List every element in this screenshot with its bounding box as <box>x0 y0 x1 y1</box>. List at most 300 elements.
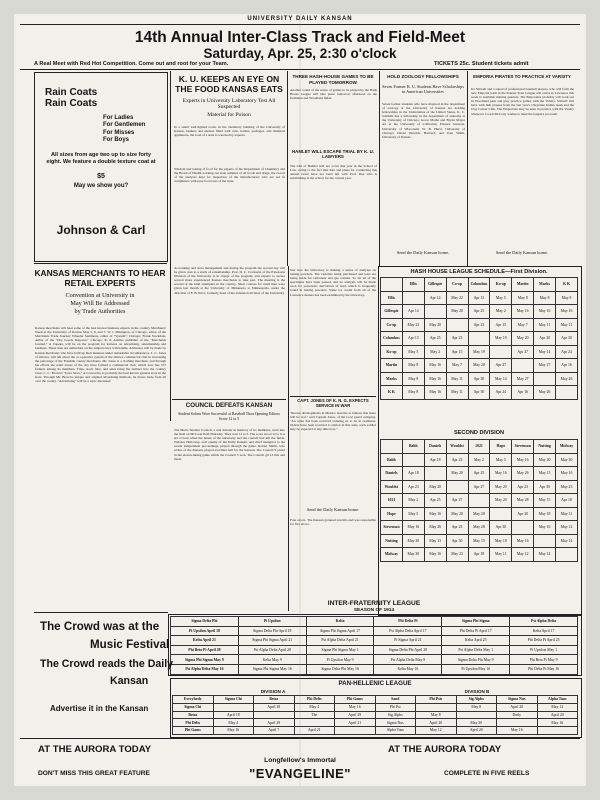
second-division-cell: May 20 <box>534 453 556 467</box>
hash-schedule-header-cell: Co-op <box>446 278 468 292</box>
ku-eats-continued: Accounting and store management and during the program the second day will be given over to a study of salesmanship. Prof. D. C. Croissant, of the Extension Division of the University is in charge of the program, and experts to secure several more experienced Kansas merchants to take part. The meeting is the second of the kind attempted in the country. Short courses for retail men were given last month at the University of Minnesota at Minneapolis, under the direction of E. B. Price, formerly head of the extension division of the University. <box>174 266 285 295</box>
second-division-cell: Apr 18 <box>556 494 578 508</box>
inter-fraternity-cell: Psi Alpha Delta May 9 <box>374 655 442 665</box>
pan-hellenic-cell <box>213 703 254 711</box>
inter-fraternity-header-row <box>171 617 578 627</box>
pan-hellenic-row <box>173 727 578 735</box>
second-division-cell: May 2 <box>468 453 490 467</box>
second-division-cell <box>402 453 424 467</box>
hash-schedule-cell: Apr 30 <box>468 386 490 400</box>
second-division-cell: May 23 <box>556 480 578 494</box>
hash-schedule-row <box>381 372 578 386</box>
footer-right-bottom: COMPLETE IN FIVE REELS <box>444 770 530 777</box>
second-division-header-cell: Midway <box>556 440 578 454</box>
pan-hellenic-cell: April 20 <box>497 703 538 711</box>
pan-hellenic-header-cell: Sig Alphs <box>456 696 497 704</box>
second-division-cell: Apr 30 <box>446 534 468 548</box>
second-division-cell: May 23 <box>446 548 468 562</box>
hash-schedule-cell: May 19 <box>490 332 512 346</box>
hash-schedule-cell: May 16 <box>424 386 446 400</box>
inter-fraternity-row <box>171 655 578 665</box>
pan-hellenic-header-cell: Everybody <box>173 696 214 704</box>
pan-hellenic-cell: April 21 <box>335 719 376 727</box>
music-line-2: Music Festival <box>90 638 170 651</box>
second-division-cell: Apr 18 <box>468 548 490 562</box>
hash-schedule-cell <box>446 318 468 332</box>
raincoats-for-4: For Boys <box>103 137 130 144</box>
hash-schedule-header-cell: Ellis <box>402 278 424 292</box>
fellowships-body: Seven former students who have majored in the department of zoology at the University of Kansas are holding fellowships in the Universities of the United States. K. C. Schmidt has a fellowship in the department of anatomy at the University of Chicago; Grace Mathe and Bryan Mayer are at the University of California; Eleanor Gleason, University of Wisconsin; W. B. Hurst, University of Chicago; David Wenrich, Harvard; and Ivan Smith, University of Kansas. <box>382 102 465 139</box>
second-division-cell: May 15 <box>468 534 490 548</box>
column-rule-1 <box>170 71 171 421</box>
second-division-row <box>381 521 578 535</box>
second-division-header-cell: 1021 <box>468 440 490 454</box>
second-division-cell: May 30 <box>402 548 424 562</box>
hash-schedule-cell: Apr 15 <box>446 345 468 359</box>
pan-hellenic-cell <box>497 719 538 727</box>
hash-schedule-cell: Apr 25 <box>424 332 446 346</box>
capt-jones-headline: CAPT. JONES OF K. N. G. EXPECTS SERVICE IN WAR <box>297 398 369 409</box>
second-division-cell: May 28 <box>468 521 490 535</box>
hash-schedule-cell: May 27 <box>512 372 534 386</box>
inter-fraternity-cell: Pi Upsilon May 1 <box>510 645 578 655</box>
hash-schedule-cell: May 2 <box>424 345 446 359</box>
raincoats-tagline: May we show you? <box>73 183 129 189</box>
second-division-cell: May 2 <box>402 494 424 508</box>
hash-schedule-row <box>381 359 578 373</box>
inter-fraternity-cell: Phi Beta Pi April 28 <box>171 645 239 655</box>
second-division-cell: Apr 27 <box>446 494 468 508</box>
inter-fraternity-header-cell: Pi Upsilon <box>238 617 306 627</box>
fellowships-footer: Send the Daily Kansan home. <box>396 250 450 255</box>
second-division-cell: May 20 <box>490 480 512 494</box>
inter-fraternity-cell: Sigma Phi Sigma April 17 <box>306 626 374 636</box>
fellowships-sub: Seven Former K. U. Students Have Scholarships in American Universities <box>382 84 464 94</box>
raincoats-for-list <box>103 115 145 145</box>
hash-schedule-cell: May 26 <box>534 386 556 400</box>
inter-fraternity-title: INTER-FRATERNITY LEAGUE <box>327 600 421 607</box>
hash-schedule-cell: May 22 <box>446 291 468 305</box>
merchants-body: Kansas merchants will hear some of the best known business experts in the country Merchants' Week at the University of Kansas May 5, 6, and 7. W. J. Pilkington, of Chicago, editor of the Merchants Trade Journal; Wheeler Sammons, editor of "System"; Chicago; Frank Stockdale, author of the "Dry Goods Reporter," Chicago; R. P. Adams, publisher of the "Merchants Journal," at Topeka, will be on the program for lectures on advertising, salesmanship and business. These men are authorities on the subjects they will handle. Addresses will be made by Kansas merchants who have built up their business under remarkable circumstances. L. C. Jones of Ottawa, will tell about the co-operative system of the Ottawa commercial club in increasing the patronage of the Franklin county merchants. Mr. Jones is a clothing merchant, and through his efforts the retail stores of the city have formed a commercial club, which now has 377 farmers among its members. Trips, stock fairs, and sales bring the farmers into the country town. C. C. Brown's "Iowa Store," at Concordia, is probably the best known general store in the state. Through Mr. Brown's unique and original advertising methods, he draws trade from all over the county. "Advertising" will be a topic discussed. <box>35 326 166 384</box>
second-division-cell: May 30 <box>556 453 578 467</box>
second-division-header-cell: Daniels <box>424 440 446 454</box>
hash-schedule-cell: May 16 <box>512 305 534 319</box>
headline-main: 14th Annual Inter-Class Track and Field-Meet <box>134 29 466 46</box>
inter-fraternity-season: SEASON OF 1914 <box>353 608 395 613</box>
second-division-cell: May 13 <box>534 467 556 481</box>
pan-hellenic-row <box>173 711 578 719</box>
second-division-cell: Apr 23 <box>512 480 534 494</box>
hash-schedule-header-cell: K K <box>556 278 578 292</box>
inter-fraternity-cell: Psi Alpha Delta May 1 <box>442 645 510 655</box>
column-rule-2 <box>287 71 288 266</box>
pan-hellenic-header-cell: Betas <box>254 696 295 704</box>
council-sub: Student Solons Wore Successful at Baseball Thou Opening Editors Score 12 to 5 <box>178 412 280 421</box>
inter-fraternity-cell: Kelta May 9 <box>238 655 306 665</box>
newspaper-page <box>14 14 586 786</box>
headline-date: Saturday, Apr. 25, 2:30 o'clock <box>203 46 397 61</box>
second-division-cell: May 16 <box>424 507 446 521</box>
second-division-header-cell: Babb <box>402 440 424 454</box>
pan-hellenic-cell: May 8 <box>416 711 457 719</box>
second-division-header-row <box>381 440 578 454</box>
capt-jones-footer: Send the Daily Kansan home. <box>306 507 360 512</box>
pan-hellenic-cell: April 20 <box>537 711 578 719</box>
inter-fraternity-row <box>171 626 578 636</box>
hash-schedule-cell: Apr 27 <box>490 359 512 373</box>
pan-hellenic-row <box>173 719 578 727</box>
second-division-cell: May 16 <box>402 521 424 535</box>
hash-schedule-row <box>381 291 578 305</box>
hash-games-body: Another round of the series of games to be played by the Hash House League will take place tomorrow afternoon on the freshman and Woodland fields. <box>290 88 377 101</box>
raincoats-line-2: Rain Coats <box>45 98 98 109</box>
inter-fraternity-cell: Phi Beta Pi May 9 <box>510 655 578 665</box>
capt-jones-tail: Four errors. The Kansan garnered ten hits and was responsible for five errors. <box>290 518 376 527</box>
raincoats-price-text: All sizes from age two up to size forty eight. We feature a double texture coat at <box>46 152 156 165</box>
inter-fraternity-cell: Sigma Phi Sigma May 9 <box>171 655 239 665</box>
pan-hellenic-header-cell: Alpha Taus <box>537 696 578 704</box>
hash-schedule-cell <box>534 372 556 386</box>
hash-schedule-cell: Apr 14 <box>424 291 446 305</box>
hash-schedule-cell: Marks <box>381 372 403 386</box>
pan-hellenic-cell: April 29 <box>335 711 376 719</box>
pan-hellenic-cell: April 20 <box>416 719 457 727</box>
hash-schedule-cell: Apr 23 <box>468 318 490 332</box>
hash-schedule-cell: May 11 <box>556 318 578 332</box>
hash-schedule-cell: May 20 <box>512 332 534 346</box>
hash-schedule-cell: May 19 <box>468 345 490 359</box>
footer-center-title: "EVANGELINE" <box>249 766 351 781</box>
fellowships-headline: HOLD ZOOLOGY FELLOWSHIPS <box>387 74 459 79</box>
masthead-rule <box>20 24 580 25</box>
hash-schedule-row <box>381 345 578 359</box>
pan-hellenic-cell: The <box>294 711 335 719</box>
hash-schedule-cell <box>556 386 578 400</box>
inter-fraternity-cell: Kelta April 21 <box>171 636 239 646</box>
second-division-row <box>381 548 578 562</box>
hamlet-body: The trial of Hamlet will not occur this year in the School of Law, owing to the fact that date and plans for conducting this annual event have not been left with Prof. Rue who is substituting in the school for the current year. <box>290 164 377 181</box>
second-division-row <box>381 507 578 521</box>
hash-schedule-cell: May 11 <box>534 318 556 332</box>
merchants-rule <box>34 263 167 264</box>
inter-fraternity-cell: Psi Alpha Delta April 21 <box>306 636 374 646</box>
second-division-cell: May 5 <box>490 453 512 467</box>
second-division-cell <box>424 467 446 481</box>
footer-right-top: AT THE AURORA TODAY <box>388 744 502 755</box>
pan-hellenic-cell: April 21 <box>294 727 335 735</box>
column-rule-4 <box>467 71 468 266</box>
pan-hellenic-cell: April 7 <box>254 727 295 735</box>
emporia-body: Ira Stilwell and a squad of professional baseball players, who will form the new Emporia team in the Kansas State League will arrive in Lawrence this week to establish training quarters. The Emporians probably will work out in Woodland park and play practice games with the Varsity. Stilwell will have with him players from the last year's Cheyenne Indian team and the Clay Center Club. The Emporians may be seen in practice with the Varsity whenever Coach McCarty wishes to meet the league's pro team. <box>471 87 574 116</box>
inter-fraternity-cell: Psi Alpha Delta April 17 <box>374 626 442 636</box>
pan-hellenic-cell: May 16 <box>213 727 254 735</box>
inter-fraternity-cell: Psi Alpha Delta May 16 <box>171 664 239 674</box>
second-division-cell: May 16 <box>534 521 556 535</box>
merchants-sub-1: Convention at University in <box>65 292 135 299</box>
second-division-cell: May 14 <box>534 548 556 562</box>
pan-hellenic-cell: May 4 <box>294 703 335 711</box>
pan-hellenic-header-row <box>173 696 578 704</box>
second-division-cell: May 18 <box>534 507 556 521</box>
hash-schedule-cell <box>402 291 424 305</box>
second-division-cell: May 5 <box>402 507 424 521</box>
second-division-cell: May 16 <box>512 534 534 548</box>
capt-jones-body: "Recent developments in Mexico lead me to believe that there will be war," said Captain Jones, of the local guard company. "An order has been received ordering us to be in readiness. Orders have been received to station in this state, each soldier may be expected at any time now." <box>290 411 376 432</box>
second-division-cell: May 20 <box>402 534 424 548</box>
second-division-cell: May 16 <box>424 548 446 562</box>
inter-fraternity-cell: Sigma Delta Phi April 28 <box>374 645 442 655</box>
pan-hellenic-header-cell: Sand <box>375 696 416 704</box>
raincoats-for-2: For Gentlemen <box>103 122 146 129</box>
hash-schedule-header-cell: Gillespie <box>424 278 446 292</box>
hash-schedule-cell: May 16 <box>424 372 446 386</box>
raincoats-for-1: For Ladies <box>103 115 134 121</box>
second-division-cell: 1021 <box>381 494 403 508</box>
second-division-cell: Nutting <box>381 534 403 548</box>
pan-hellenic-cell <box>416 703 457 711</box>
hash-schedule-cell: Apr 16 <box>556 359 578 373</box>
hash-schedule-cell: May 11 <box>446 372 468 386</box>
pan-hellenic-cell: May 16 <box>497 727 538 735</box>
second-division-cell: Apr 23 <box>446 453 468 467</box>
second-division-row <box>381 534 578 548</box>
second-division-cell: May 16 <box>512 453 534 467</box>
pan-hellenic-header-cell: Phi Delts <box>294 696 335 704</box>
pan-hellenic-cell: April 20 <box>456 727 497 735</box>
hash-schedule-row <box>381 305 578 319</box>
second-division-header-cell: Wouldst <box>446 440 468 454</box>
hash-schedule-header-cell: Columbus <box>468 278 490 292</box>
second-division-cell: Daniels <box>381 467 403 481</box>
merchants-headline: KANSAS MERCHANTS TO HEAR RETAIL EXPERTS <box>34 268 166 288</box>
hash-schedule-cell: Apr 14 <box>402 305 424 319</box>
hash-schedule-cell <box>512 359 534 373</box>
hash-schedule-cell: Apr 25 <box>468 305 490 319</box>
second-division-row <box>381 453 578 467</box>
inter-fraternity-cell: Phi Delta Pi April 25 <box>510 636 578 646</box>
hash-schedule-cell: Martin <box>381 359 403 373</box>
pan-hellenic-cell: April 18 <box>254 703 295 711</box>
second-division-cell <box>556 548 578 562</box>
headline-rule <box>20 69 580 70</box>
hash-schedule-row <box>381 386 578 400</box>
hash-schedule-header-row <box>381 278 578 292</box>
second-division-cell: May 20 <box>446 507 468 521</box>
pan-hellenic-cell: May 30 <box>456 719 497 727</box>
second-division-cell: Apr 27 <box>468 480 490 494</box>
pan-hellenic-cell: May 4 <box>213 719 254 727</box>
inter-fraternity-header-cell: Kelta <box>306 617 374 627</box>
emporia-headline: EMPORIA PIRATES TO PRACTICE AT VARSITY <box>473 74 571 79</box>
inter-fraternity-cell: Sigma Phi Sigma April 21 <box>238 636 306 646</box>
second-division-cell: Apr 18 <box>402 467 424 481</box>
hash-schedule-cell: May 16 <box>556 305 578 319</box>
second-division-cell <box>468 494 490 508</box>
hash-schedule-cell <box>468 332 490 346</box>
second-division-cell: May 26 <box>424 521 446 535</box>
second-division-cell: Midway <box>381 548 403 562</box>
hash-schedule-cell: May 20 <box>424 318 446 332</box>
pan-hellenic-cell: May 12 <box>537 703 578 711</box>
pan-hellenic-cell: May 16 <box>335 703 376 711</box>
ku-eats-body: In a small well-lighted room, in the chemistry building of the University of Kansas, beakers and shelves filled with cans, bottles, packages, and chemical appliances, the food of a state is watched by experts. <box>174 125 285 138</box>
pan-hellenic-cell <box>537 727 578 735</box>
emporia-footer: Send the Daily Kansan home. <box>495 250 549 255</box>
hash-schedule-cell: May 8 <box>534 291 556 305</box>
pan-hellenic-cell: May 12 <box>416 727 457 735</box>
pan-hellenic-cell: Daily <box>497 711 538 719</box>
pan-hellenic-header-cell: Sigma Chi <box>213 696 254 704</box>
second-division-cell: May 20 <box>490 494 512 508</box>
hash-schedule-cell: May 5 <box>490 291 512 305</box>
footer-left-top: AT THE AURORA TODAY <box>38 744 152 755</box>
hash-schedule-cell: May 14 <box>534 345 556 359</box>
pan-hellenic-cell: April 18 <box>213 711 254 719</box>
inter-fraternity-cell: Sigma Phi Sigma May 1 <box>306 645 374 655</box>
ku-eats-headline: K. U. KEEPS AN EYE ON THE FOOD KANSAS EATS <box>175 74 283 94</box>
hash-schedule-cell: Ellis <box>381 291 403 305</box>
second-division-cell: May 26 <box>512 467 534 481</box>
hash-schedule-cell: Gillespie <box>381 305 403 319</box>
pan-hellenic-cell: Phi Psi <box>375 703 416 711</box>
pan-hellenic-cell: May 8 <box>456 703 497 711</box>
hash-schedule-cell: May 22 <box>402 318 424 332</box>
hash-schedule-cell <box>490 345 512 359</box>
merchants-sub-2: May Will Be Addressed <box>70 300 130 307</box>
second-division-cell: May 12 <box>512 548 534 562</box>
ad-raincoats <box>34 72 168 262</box>
inter-fraternity-row <box>171 636 578 646</box>
hash-schedule-cell: May 7 <box>446 359 468 373</box>
second-division-cell: May 20 <box>446 467 468 481</box>
pan-hellenic-cell: April 29 <box>254 719 295 727</box>
hash-schedule-header-cell: Marks <box>534 278 556 292</box>
pan-hellenic-cell: May 16 <box>537 719 578 727</box>
music-line-4: Kansan <box>110 675 149 687</box>
hash-schedule-cell: May 8 <box>556 291 578 305</box>
second-division-header-cell: Hope <box>490 440 512 454</box>
hash-schedule-cell: Apr 15 <box>490 318 512 332</box>
second-division-cell: Apr 25 <box>424 494 446 508</box>
raincoats-price: $5 <box>97 173 105 180</box>
hash-schedule-cell: May 8 <box>402 386 424 400</box>
hash-schedule-cell: Apr 30 <box>468 372 490 386</box>
pan-hellenic-cell: Sigma Chi <box>173 703 214 711</box>
hamlet-continued: Just now the laboratory is making a series of analyses on baking powders. The varieties being purchased and tests are being made for carbonate and gas content. So far all of the specimens have been passed, and no analysis will be made soon for poisonous derivatives of lead, which is frequently found in baking powders. Some ice cream from all of the Lawrence dealers has been examined by the laboratory. <box>290 268 376 297</box>
hash-schedule-cell: Apr 23 <box>446 332 468 346</box>
inter-fraternity-row <box>171 645 578 655</box>
second-division-cell: Apr 23 <box>402 480 424 494</box>
headline-right-sub: TICKETS 25c. Student tickets admit <box>434 61 529 67</box>
second-division-cell: May 15 <box>534 494 556 508</box>
second-division-cell: Wouldst <box>381 480 403 494</box>
pan-hellenic-header-cell: Phi Psis <box>416 696 457 704</box>
inter-fraternity-table <box>170 616 578 675</box>
second-division-cell <box>446 480 468 494</box>
ku-eats-sub-1: Experts in University Laboratory Test All Suspected <box>182 98 276 111</box>
headline-left-sub: A Real Meet with Red Hot Competition. Come out and root for your Team. <box>34 61 229 67</box>
second-division-cell: Apr 30 <box>490 521 512 535</box>
pan-hellenic-row <box>173 703 578 711</box>
music-line-3: The Crowd reads the Daily <box>40 658 174 670</box>
hash-schedule-cell: May 20 <box>446 305 468 319</box>
pan-hellenic-cell: Betas <box>173 711 214 719</box>
pan-hellenic-cell <box>254 711 295 719</box>
raincoats-line-1: Rain Coats <box>45 87 98 98</box>
second-division-cell: Stevenson <box>381 521 403 535</box>
hash-schedule-cell: May 14 <box>490 372 512 386</box>
pan-hellenic-cell: Phi Gams <box>173 727 214 735</box>
second-division-cell: Apr 25 <box>468 467 490 481</box>
second-division-cell: Apr 18 <box>424 453 446 467</box>
second-division-header-cell <box>381 440 403 454</box>
second-division-cell <box>512 521 534 535</box>
hash-schedule-cell: May 8 <box>512 291 534 305</box>
inter-fraternity-cell: Pi Upsilon May 9 <box>306 655 374 665</box>
pan-hellenic-cell <box>294 719 335 727</box>
inter-fraternity-cell: Pi Sigma April 21 <box>374 636 442 646</box>
ku-eats-sub-2: Material for Poison <box>207 112 251 118</box>
pan-hellenic-cell: Phi Delts <box>173 719 214 727</box>
capt-rule <box>290 396 376 397</box>
hamlet-headline: HAMLET WILL ESCAPE TRIAL BY K. U. LAWYERS <box>292 149 374 160</box>
inter-fraternity-cell: Kelta May 16 <box>374 664 442 674</box>
hash-schedule-title: HASH HOUSE LEAGUE SCHEDULE—First Division. <box>410 269 548 275</box>
second-division-cell: Babb <box>381 453 403 467</box>
hash-schedule-cell: Apr 30 <box>534 332 556 346</box>
second-division-cell: Apr 30 <box>512 507 534 521</box>
division-a-label: DIVISION A <box>260 689 286 694</box>
inter-fraternity-cell: Sigma Delta Phi April 18 <box>238 626 306 636</box>
hash-schedule-cell: Co-op <box>381 318 403 332</box>
second-division-header-cell: Nutting <box>534 440 556 454</box>
second-division-cell: May 11 <box>490 548 512 562</box>
hash-schedule-cell: May 27 <box>534 359 556 373</box>
hash-schedule-cell: May 7 <box>512 318 534 332</box>
inter-fraternity-cell: Pi Upsilon May 16 <box>442 664 510 674</box>
hash-schedule-header-cell: Martin <box>512 278 534 292</box>
hash-schedule-row <box>381 332 578 346</box>
second-division-cell: May 28 <box>512 494 534 508</box>
second-division-cell <box>534 534 556 548</box>
pan-hellenic-cell: Alpha Taus <box>375 727 416 735</box>
hash-schedule-cell: May 2 <box>490 305 512 319</box>
merchants-sub-3: by Trade Authorities <box>74 308 126 315</box>
hash-schedule-cell: Ko-op <box>381 345 403 359</box>
second-division-cell: May 12 <box>556 521 578 535</box>
pan-hellenic-cell: Sigma Nus <box>375 719 416 727</box>
footer-center-sub: Longfellow's Immortal <box>264 757 336 764</box>
hash-schedule-cell: May 8 <box>402 359 424 373</box>
council-body: The Men's Student Council, a real debater in memory of its members, went into the field on McCook field Thursday. They won 12 to 5. The score stood 12 to 6 at six o'clock when the heads of the university and the council had left the fields. Webster Holloway, arch enemy of the Daily Kansan, and chief instigator to the recent independent proceedings, played through the game. Robert Smith, who writes of the Kansan, played excellent ball for the Kansan. The Council 9 pitted in the eleven-inning game which the Council 5 won. The Council gil 13 hits and made <box>174 428 285 461</box>
second-division-header-cell: Stevenson <box>512 440 534 454</box>
second-division-cell: May 16 <box>490 467 512 481</box>
pan-hellenic-cell: Sig Alphs <box>375 711 416 719</box>
second-division-cell: May 20 <box>424 480 446 494</box>
hash-schedule-cell: May 8 <box>402 372 424 386</box>
inter-fraternity-cell: Sigma Delta Phi May 9 <box>442 655 510 665</box>
hash-schedule-cell: Apr 30 <box>556 332 578 346</box>
inter-fraternity-cell: Phi Delta Pi April 17 <box>442 626 510 636</box>
inter-fraternity-row <box>171 664 578 674</box>
hash-schedule-cell: Apr 16 <box>512 386 534 400</box>
masthead-title: UNIVERSITY DAILY KANSAN <box>247 16 353 22</box>
council-rule <box>172 399 286 400</box>
hash-games-headline: THREE HASH-HOUSE GAMES TO BE PLAYED TOMORROW <box>292 74 374 85</box>
raincoats-for-3: For Misses <box>103 129 135 136</box>
hash-schedule-cell: May 26 <box>556 372 578 386</box>
second-division-cell: May 11 <box>556 507 578 521</box>
